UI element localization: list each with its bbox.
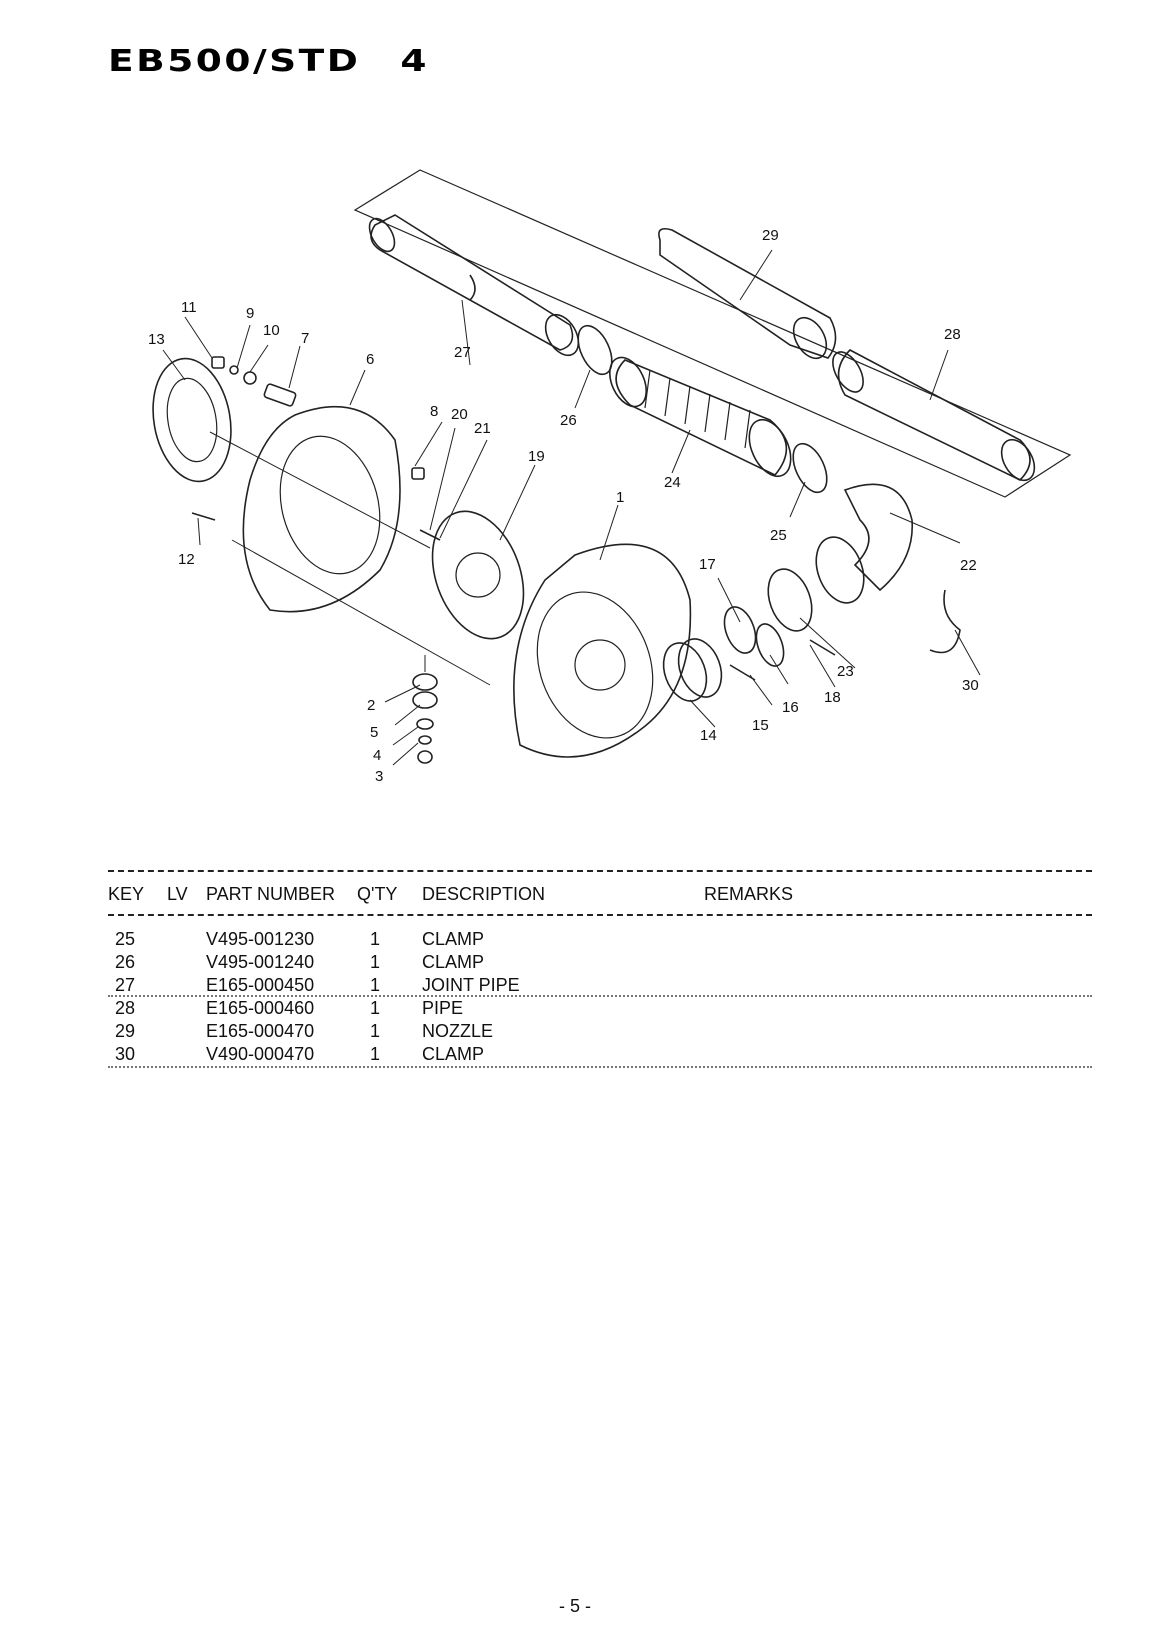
header-lv: LV	[167, 884, 188, 904]
callout-18: 18	[824, 689, 841, 706]
callout-27: 27	[454, 344, 471, 361]
callout-5: 5	[370, 724, 379, 741]
header-part-number: PART NUMBER	[206, 884, 336, 904]
callout-14: 14	[700, 727, 717, 744]
callout-9: 9	[246, 305, 255, 322]
callout-28: 28	[944, 326, 961, 343]
row-part-number: E165-000470	[206, 1021, 315, 1041]
row-key: 29	[115, 1021, 136, 1041]
callout-25: 25	[770, 527, 787, 544]
callout-4: 4	[373, 747, 382, 764]
row-qty: 1	[370, 952, 381, 972]
row-part-number: E165-000450	[206, 975, 315, 995]
callout-8: 8	[430, 403, 439, 420]
row-key: 26	[115, 952, 136, 972]
row-description: NOZZLE	[422, 1021, 494, 1041]
row-description: PIPE	[422, 998, 464, 1018]
header-description: DESCRIPTION	[422, 884, 546, 904]
row-qty: 1	[370, 975, 381, 995]
row-key: 30	[115, 1044, 136, 1064]
table-header-divider	[108, 914, 1092, 916]
model-name: EB500/STD	[108, 44, 361, 79]
header-remarks: REMARKS	[704, 884, 794, 904]
row-key: 28	[115, 998, 136, 1018]
row-key: 27	[115, 975, 136, 995]
header-qty: Q'TY	[357, 884, 398, 904]
table-bottom-divider	[108, 1066, 1092, 1068]
callout-2: 2	[367, 697, 376, 714]
row-part-number: V490-000470	[206, 1044, 315, 1064]
row-qty: 1	[370, 1044, 381, 1064]
callout-7: 7	[301, 330, 310, 347]
row-description: CLAMP	[422, 929, 485, 949]
row-qty: 1	[370, 1021, 381, 1041]
header-key: KEY	[108, 884, 145, 904]
table-row	[0, 952, 1150, 975]
row-group-divider	[108, 995, 1092, 997]
callout-29: 29	[762, 227, 779, 244]
callout-24: 24	[664, 474, 681, 491]
callout-15: 15	[752, 717, 769, 734]
table-row	[0, 1021, 1150, 1044]
callout-23: 23	[837, 663, 854, 680]
callout-30: 30	[962, 677, 979, 694]
table-row	[0, 1044, 1150, 1067]
callout-21: 21	[474, 420, 491, 437]
callout-19: 19	[528, 448, 545, 465]
row-description: JOINT PIPE	[422, 975, 520, 995]
callout-20: 20	[451, 406, 468, 423]
callout-12: 12	[178, 551, 195, 568]
callout-10: 10	[263, 322, 280, 339]
row-part-number: V495-001230	[206, 929, 315, 949]
callout-6: 6	[366, 351, 375, 368]
table-top-divider	[108, 870, 1092, 872]
row-key: 25	[115, 929, 136, 949]
row-qty: 1	[370, 929, 381, 949]
row-part-number: E165-000460	[206, 998, 315, 1018]
table-row	[0, 998, 1150, 1021]
row-part-number: V495-001240	[206, 952, 315, 972]
page-number: - 5 -	[558, 1596, 591, 1616]
table-row	[0, 929, 1150, 952]
callout-16: 16	[782, 699, 799, 716]
row-description: CLAMP	[422, 952, 485, 972]
callout-11: 11	[181, 299, 197, 316]
figure-number: 4	[400, 44, 429, 79]
row-description: CLAMP	[422, 1044, 485, 1064]
callout-3: 3	[375, 768, 384, 785]
callout-26: 26	[560, 412, 577, 429]
callout-1: 1	[616, 489, 625, 506]
callout-13: 13	[148, 331, 165, 348]
callout-17: 17	[699, 556, 716, 573]
row-qty: 1	[370, 998, 381, 1018]
callout-22: 22	[960, 557, 977, 574]
